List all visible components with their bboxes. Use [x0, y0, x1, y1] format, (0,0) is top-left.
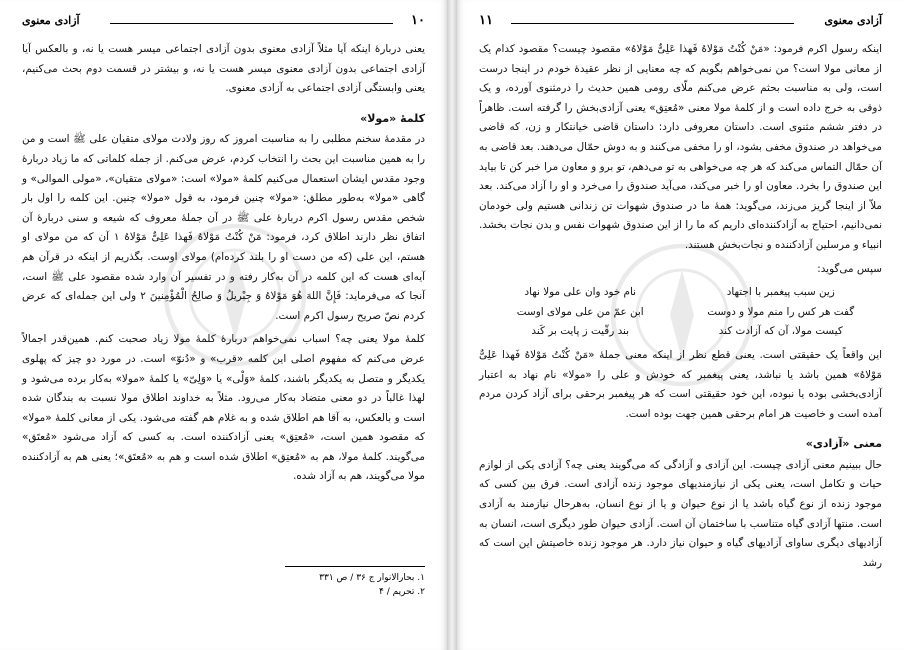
- paragraph: در مقدمهٔ سخنم مطلبی را به مناسبت امروز که روز ولادت مولای متقیان علی ﷺ است و من را به همین مناسبت این بحث را انتخاب کردم، عرض می‌کنم. از جمله کلماتی که ما زیاد دربارهٔ وجود مقدس ایشان استعمال می‌کنیم کلمهٔ «مولا» است: «مولای متقیان»، «مولی الموالی» و گاهی «مولا» به‌طور مطلق: «مولا» چنین فرمود، به قول «مولا» چنین. این کلمه را اول بار شخص مقدس رسول اکرم دربارهٔ علی ﷺ در آن جملهٔ معروف که شیعه و سنی دربارهٔ آن اتفاق نظر دارند اطلاق کرد، فرمود: مَنْ کُنْتُ مَوْلاهُ فَهذا عَلِیٌّ مَوْلاهُ ۱ آن که من مولای او هستم، این علی (که من دست او را بلند کرده‌ام) مولای اوست. بگذریم از اینکه در قرآن هم آیه‌ای هست که این کلمه در آن به‌کار رفته و در تفسیر آن وارد شده مقصود علی ﷺ است، آنجا که می‌فرماید: فَإِنَّ اللهَ هُوَ مَوْلاهُ وَ جِبْریلُ وَ صالِحُ الْمُؤْمِنینَ ۲ ولی این جمله‌ای که عرض کردم نصّ صریح رسول اکرم است.: [22, 133, 426, 322]
- page-header: [479, 14, 882, 32]
- footnote: ۱. بحارالانوار ج ۳۶ / ص ۳۳۱: [319, 573, 425, 583]
- page-number: ۱۰: [411, 13, 425, 28]
- running-title: آزادی معنوی: [824, 14, 882, 27]
- page-body: [22, 40, 425, 491]
- paragraph: سپس می‌گوید:: [817, 262, 882, 275]
- section-heading: کلمهٔ «مولا»: [360, 111, 425, 125]
- paragraph: کلمهٔ مولا یعنی چه؟ اسباب نمی‌خواهم دربارهٔ کلمهٔ مولا زیاد صحبت کنم. همین‌قدر اجمالاً عرض می‌کنم که مفهوم اصلی این کلمه «قرب» و «دُنوّ» است. در مورد دو چیز که پهلوی یکدیگر و متصل به یکدیگر باشند، کلمهٔ «وَلْی» یا «وَلِیّ» یا کلمهٔ «مولا» به‌کار برده می‌شود و لهذا غالباً در دو معنی متضاد به‌کار می‌رود. مثلاً به خداوند اطلاق مولا نسبت به بندگان شده است و بالعکس، به آقا هم اطلاق شده و به غلام هم گفته می‌شود. یکی از معانی کلمهٔ «مولا» که مقصود همین است، «مُعتِق» یعنی آزادکننده است. به کسی که آزاد می‌شود «مُعتَق» می‌گویند. کلمهٔ مولا، هم به «مُعتِق» اطلاق شده است و هم به «مُعتَق»؛ یعنی هم به آزادکننده مولا می‌گویند، هم به آزاد شده.: [22, 333, 425, 483]
- poem-hemistich: نام خود وان علی مولا نهاد: [524, 286, 637, 299]
- section-heading: معنی «آزادی»: [805, 437, 882, 451]
- paragraph: حال ببینیم معنی آزادی چیست. این آزادی و آزادگی که می‌گویند یعنی چه؟ آزادی یکی از لوازم حیات و تکامل است، یعنی یکی از نیازمندیهای موجود زنده آزادی است. فرق بین کسی که موجود زنده از نوع گیاه باشد یا از نوع حیوان و یا از نوع انسان، به‌هرحال نیازمند به آزادی است. منتها آزادی گیاه متناسب با ساختمان آن است. آزادی حیوان طور دیگری است، انسان به آزادیهای دیگری ساوای آزادیهای گیاه و حیوان نیاز دارد. هر موجود زنده خاصیتش این است که رشد: [479, 458, 882, 569]
- right-page: [457, 0, 904, 650]
- paragraph: این واقعاً یک حقیقتی است. یعنی قطع نظر از اینکه معنی جملهٔ «مَنْ کُنْتُ مَوْلاهُ فَهذا عَلِیٌّ مَوْلاهُ» همین باشد یا نباشد، یعنی پیغمبر که خودش و علی را «مولا» نام نهاد به اعتبار آزادی‌بخشی بوده یا نبوده، این خود حقیقتی است که هر پیغمبر برحقی برای آزاد کردن مردم آمده است و خاصیت هر امام برحقی همین جهت بوده است.: [479, 348, 882, 420]
- poem-hemistich: کیست مولا، آن که آزادت کند: [718, 325, 843, 338]
- poem-hemistich: گفت هر کس را منم مولا و دوست: [707, 305, 855, 318]
- paragraph: یعنی دربارهٔ اینکه آیا مثلاً آزادی معنوی بدون آزادی اجتماعی میسر هست یا نه، و بالعکس آیا آزادی اجتماعی بدون آزادی معنوی میسر هست یا نه، و بیشتر در قسمت دوم بحث می‌کنیم، یعنی وابستگی آزادی اجتماعی به آزادی معنوی.: [22, 43, 425, 95]
- running-title: آزادی معنوی: [22, 14, 80, 27]
- left-page: [0, 0, 447, 650]
- header-rule: [110, 23, 393, 24]
- footnote: ۲. تحریم / ۴: [379, 587, 425, 597]
- poem-hemistich: زین سبب پیغمبر با اجتهاد: [726, 286, 835, 299]
- poem: [489, 283, 872, 342]
- paragraph: اینکه رسول اکرم فرمود: «مَنْ کُنْتُ مَوْلاهُ فَهذا عَلِیٌّ مَوْلاهُ» مقصود چیست؟ مقصود کدام یک از معانی مولا است؟ من نمی‌خواهم بگویم که چه معنایی از نظر عقیدهٔ خودم در اینجا درست است، ولی به مناسبت بحثم عرض می‌کنم ملّای رومی همین حدیث را درمثنوی آورده، و یک ذوقی به خرج داده است و از کلمهٔ مولا معنی «مُعتِق» یعنی آزادی‌بخش را گرفته است. ظاهراً در دفتر ششم مثنوی است. داستان معروفی دارد: داستان قاضی خیانتکار و زن، که قاضی می‌خواهد در صندوق مخفی بشود، او را مخفی می‌کنند و به دوش حمّال می‌دهند. بعد قاضی به آن حمّال التماس می‌کند که هر چه می‌خواهی به تو می‌دهم، تو برو و معاون مرا خبر کن تا بیاید این صندوق را بخرد. معاون او را خبر می‌کند، می‌آید صندوق را می‌خرد و او را آزاد می‌کند. بعد ملاّ از اینجا گریز می‌زند، می‌گوید: همهٔ ما در صندوق شهوات تن زندانی هستیم ولی خودمان نمی‌دانیم، احتیاج به آزادکننده‌ای داریم که ما را از این صندوق شهوات نفس و بدن نجات بخشد. انبیاء و مرسلین آزادکننده و نجات‌بخش هستند.: [479, 43, 882, 251]
- page-header: [22, 14, 425, 32]
- page-number: ۱۱: [479, 13, 493, 28]
- footnote-rule: [285, 566, 425, 567]
- poem-hemistich: ابن عمّ من علی مولای اوست: [516, 305, 644, 318]
- poem-hemistich: بند رقّیت ز پایت بر کَند: [531, 325, 630, 338]
- book-gutter: [447, 0, 457, 650]
- header-rule: [511, 23, 794, 24]
- footnotes: [22, 566, 425, 599]
- page-body: [479, 40, 882, 577]
